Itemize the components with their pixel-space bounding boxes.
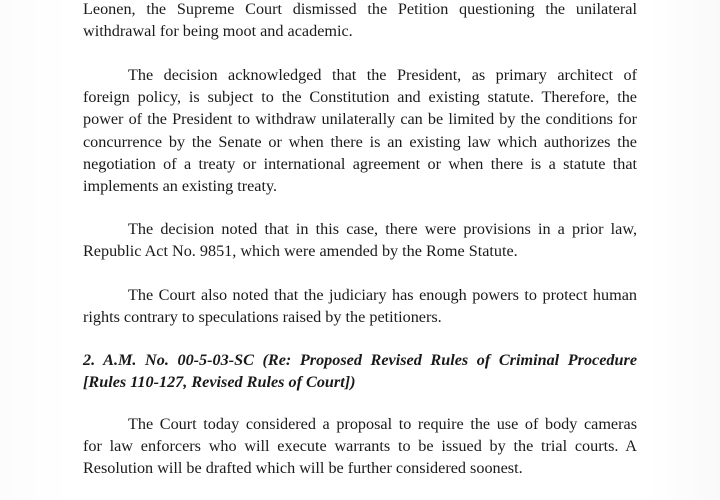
text-line: implements an existing treaty. [83,177,278,196]
paragraph-judiciary-powers [83,284,637,328]
section-heading-am-00-5-03-sc [83,349,637,393]
paragraph-body-cameras [83,413,637,480]
text-line: The decision noted that in this case, there were provisions in a prior law, [128,220,637,238]
text-line: The Court also noted that the judiciary has enough powers to protect human [128,286,637,304]
text-line: foreign policy, is subject to the Constitution and existing statute. Therefore, the [83,88,637,107]
text-line: The Court today considered a proposal to require the use of body cameras [128,415,637,433]
text-line: Leonen, the Supreme Court dismissed the Petition questioning the unilateral [83,0,637,18]
text-line: negotiation of a treaty or international agreement or when there is a statute that [83,154,637,173]
paragraph-dismissal [83,0,637,42]
text-line: The decision acknowledged that the President, as primary architect of [128,66,637,84]
text-line: Resolution will be drafted which will be further considered soonest. [83,459,523,478]
text-line: rights contrary to speculations raised by the petitioners. [83,308,442,327]
heading-line: [Rules 110-127, Revised Rules of Court]) [83,373,356,392]
paragraph-president-foreign-policy [83,64,637,197]
text-line: Republic Act No. 9851, which were amended by the Rome Statute. [83,242,518,261]
text-line: power of the President to withdraw unilaterally can be limited by the conditions for [83,110,637,129]
text-line: for law enforcers who will execute warrants to be issued by the trial courts. A [83,437,637,456]
text-line: withdrawal for being moot and academic. [83,22,353,41]
text-line: concurrence by the Senate or when there is an existing law which authorizes the [83,132,637,151]
heading-line: 2. A.M. No. 00-5-03-SC (Re: Proposed Revised Rules of Criminal Procedure [83,351,637,369]
paragraph-prior-law [83,218,637,262]
